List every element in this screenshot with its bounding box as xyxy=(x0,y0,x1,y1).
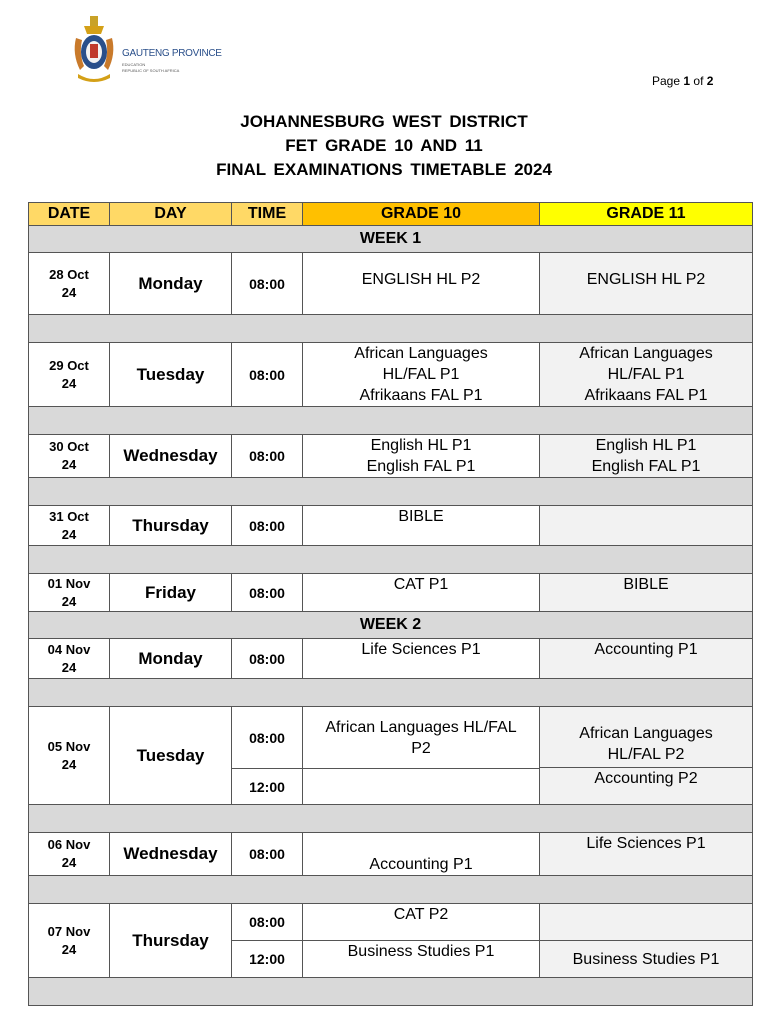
grade10-cell: Life Sciences P1 xyxy=(303,639,540,679)
spacer-row xyxy=(29,407,753,435)
date-cell: 04 Nov 24 xyxy=(29,639,110,679)
table-row xyxy=(29,506,753,546)
time-cell: 12:00 xyxy=(232,769,303,805)
time-cell: 08:00 xyxy=(232,253,303,315)
grade10-cell: Accounting P1 xyxy=(303,833,540,876)
col-grade-10: GRADE 10 xyxy=(303,203,540,226)
grade11-cell: English HL P1 English FAL P1 xyxy=(540,435,753,478)
exam-timetable xyxy=(28,202,753,1006)
day-cell: Monday xyxy=(110,253,232,315)
day-cell: Thursday xyxy=(110,506,232,546)
title-line-3: FINAL EXAMINATIONS TIMETABLE 2024 xyxy=(216,160,552,179)
table-row xyxy=(29,833,753,876)
time-cell: 08:00 xyxy=(232,639,303,679)
grade11-cell xyxy=(540,904,753,941)
date-cell: 06 Nov 24 xyxy=(29,833,110,876)
coat-of-arms-icon xyxy=(70,14,118,86)
table-row xyxy=(29,639,753,679)
document-title xyxy=(0,110,768,182)
grade10-cell: English HL P1 English FAL P1 xyxy=(303,435,540,478)
date-cell: 28 Oct 24 xyxy=(29,253,110,315)
table-row xyxy=(29,253,753,315)
day-cell: Tuesday xyxy=(110,707,232,805)
gauteng-logo xyxy=(70,14,222,88)
col-grade-11: GRADE 11 xyxy=(540,203,753,226)
grade10-cell: CAT P2 xyxy=(303,904,540,941)
time-cell: 08:00 xyxy=(232,343,303,407)
spacer-row xyxy=(29,805,753,833)
grade11-cell xyxy=(540,506,753,546)
logo-subtitle: EDUCATION xyxy=(122,62,146,67)
date-cell: 31 Oct 24 xyxy=(29,506,110,546)
col-time: TIME xyxy=(232,203,303,226)
week-row: WEEK 1 xyxy=(29,226,753,253)
grade10-cell xyxy=(303,769,540,805)
week-row: WEEK 2 xyxy=(29,612,753,639)
grade10-cell: African Languages HL/FAL P2 xyxy=(303,707,540,769)
time-cell: 08:00 xyxy=(232,435,303,478)
spacer-row xyxy=(29,546,753,574)
date-cell: 05 Nov 24 xyxy=(29,707,110,805)
table-row xyxy=(29,435,753,478)
date-cell: 01 Nov 24 xyxy=(29,574,110,612)
page-number: Page 1 of 2 xyxy=(652,74,714,88)
date-cell: 30 Oct 24 xyxy=(29,435,110,478)
time-cell: 08:00 xyxy=(232,574,303,612)
table-row xyxy=(29,343,753,407)
time-cell: 08:00 xyxy=(232,833,303,876)
spacer-row xyxy=(29,978,753,1006)
grade11-cell: African Languages HL/FAL P1 Afrikaans FAL P1 xyxy=(540,343,753,407)
day-cell: Wednesday xyxy=(110,833,232,876)
day-cell: Thursday xyxy=(110,904,232,978)
grade10-cell: Business Studies P1 xyxy=(303,941,540,978)
day-cell: Friday xyxy=(110,574,232,612)
title-line-1: JOHANNESBURG WEST DISTRICT xyxy=(240,112,528,131)
time-cell: 08:00 xyxy=(232,506,303,546)
grade11-cell: BIBLE xyxy=(540,574,753,612)
grade11-cell: Business Studies P1 xyxy=(540,941,753,978)
header-row xyxy=(29,203,753,226)
spacer-row xyxy=(29,315,753,343)
col-day: DAY xyxy=(110,203,232,226)
logo-title: GAUTENG PROVINCE xyxy=(122,48,222,59)
grade10-cell: ENGLISH HL P2 xyxy=(303,253,540,315)
spacer-row xyxy=(29,679,753,707)
date-cell: 07 Nov 24 xyxy=(29,904,110,978)
col-date: DATE xyxy=(29,203,110,226)
time-cell: 08:00 xyxy=(232,904,303,941)
table-row xyxy=(29,574,753,612)
title-line-2: FET GRADE 10 AND 11 xyxy=(285,136,483,155)
grade10-cell: CAT P1 xyxy=(303,574,540,612)
grade10-cell: African Languages HL/FAL P1 Afrikaans FAL P1 xyxy=(303,343,540,407)
day-cell: Monday xyxy=(110,639,232,679)
grade10-cell: BIBLE xyxy=(303,506,540,546)
table-row xyxy=(29,707,753,769)
spacer-row xyxy=(29,876,753,904)
day-cell: Wednesday xyxy=(110,435,232,478)
time-cell: 08:00 xyxy=(232,707,303,769)
grade11-cell: Life Sciences P1 xyxy=(540,833,753,876)
spacer-row xyxy=(29,478,753,506)
grade11-cell: Accounting P1 xyxy=(540,639,753,679)
date-cell: 29 Oct 24 xyxy=(29,343,110,407)
day-cell: Tuesday xyxy=(110,343,232,407)
table-row xyxy=(29,904,753,941)
logo-country: REPUBLIC OF SOUTH AFRICA xyxy=(122,68,180,73)
time-cell: 12:00 xyxy=(232,941,303,978)
grade11-cell: African Languages HL/FAL P2 Accounting P2 xyxy=(540,707,753,805)
grade11-cell: ENGLISH HL P2 xyxy=(540,253,753,315)
